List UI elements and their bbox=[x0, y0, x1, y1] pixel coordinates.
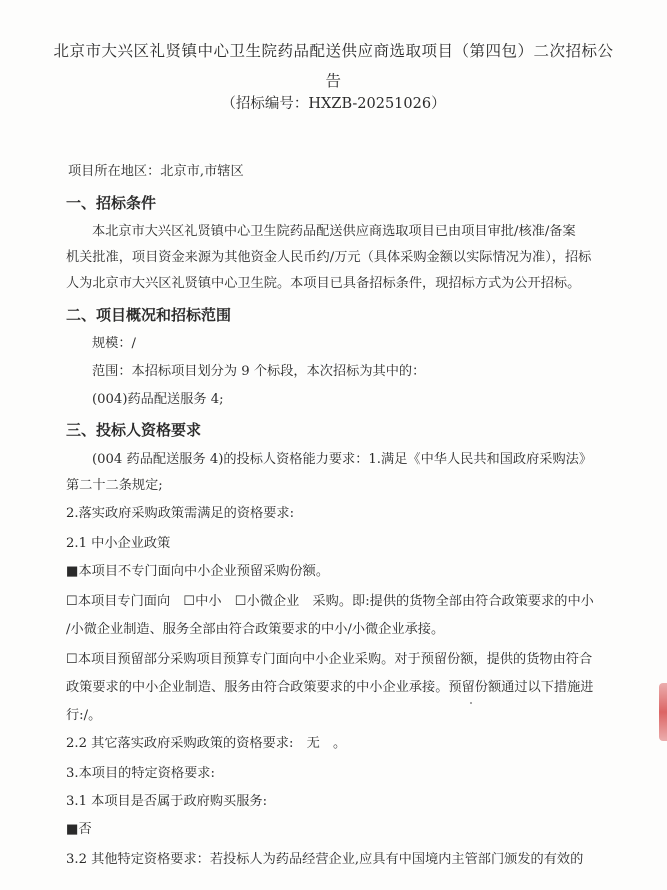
section3-line-5: ■本项目不专门面向中小企业预留采购份额。 bbox=[66, 564, 330, 579]
section3-line-15: 3.2 其他特定资格要求：若投标人为药品经营企业,应具有中国境内主管部门颁发的有效的 bbox=[66, 852, 584, 867]
section3-line-12: 3.本项目的特定资格要求: bbox=[66, 766, 215, 781]
section3-line-8: ☐本项目预留部分采购项目预算专门面向中小企业采购。对于预留份额，提供的货物由符合 bbox=[66, 652, 593, 667]
section3-line-11: 2.2 其它落实政府采购政策的资格要求: 无 。 bbox=[66, 736, 347, 751]
section3-line-6: ☐本项目专门面向 ☐中小 ☐小微企业 采购。即:提供的货物全部由符合政策要求的中小 bbox=[66, 594, 594, 609]
tender-code: （招标编号：HXZB-20251026） bbox=[221, 96, 446, 112]
section3-line-13: 3.1 本项目是否属于政府购买服务: bbox=[66, 794, 268, 809]
section3-line-10: 行:/。 bbox=[66, 708, 102, 723]
section1-line-3: 人为北京市大兴区礼贤镇中心卫生院。本项目已具备招标条件，现招标方式为公开招标。 bbox=[66, 276, 581, 291]
section1-line-1: 本北京市大兴区礼贤镇中心卫生院药品配送供应商选取项目已由项目审批/核准/备案 bbox=[92, 224, 576, 239]
section3-line-3: 2.落实政府采购政策需满足的资格要求: bbox=[66, 506, 295, 521]
section3-line-7: /小微企业制造、服务全部由符合政策要求的中小/小微企业承接。 bbox=[66, 622, 445, 637]
section3-line-14: ■否 bbox=[66, 822, 92, 837]
section2-scope: 范围：本招标项目划分为 9 个标段，本次招标为其中的： bbox=[92, 364, 426, 379]
section3-line-4: 2.1 中小企业政策 bbox=[66, 536, 171, 551]
section3-line-1: (004 药品配送服务 4)的投标人资格能力要求：1.满足《中华人民共和国政府采购法》 bbox=[92, 452, 593, 467]
section-heading-bidding-conditions: 一、招标条件 bbox=[66, 194, 157, 212]
red-seal-edge bbox=[659, 683, 667, 741]
document-title: 北京市大兴区礼贤镇中心卫生院药品配送供应商选取项目（第四包）二次招标公告 bbox=[53, 42, 614, 90]
section2-lot: (004)药品配送服务 4; bbox=[92, 392, 224, 407]
scan-speck bbox=[470, 702, 472, 704]
section2-scale: 规模：/ bbox=[92, 336, 137, 351]
section3-line-9: 政策要求的中小企业制造、服务由符合政策要求的中小企业承接。预留份额通过以下措施进 bbox=[66, 680, 594, 695]
section3-line-2: 第二十二条规定; bbox=[66, 478, 163, 493]
section1-line-2: 机关批准，项目资金来源为其他资金人民币约/万元（具体采购金额以实际情况为准），招标 bbox=[66, 250, 592, 265]
section-heading-project-overview: 二、项目概况和招标范围 bbox=[66, 306, 232, 324]
section-heading-bidder-qualifications: 三、投标人资格要求 bbox=[66, 421, 202, 439]
project-location: 项目所在地区：北京市,市辖区 bbox=[68, 164, 244, 179]
